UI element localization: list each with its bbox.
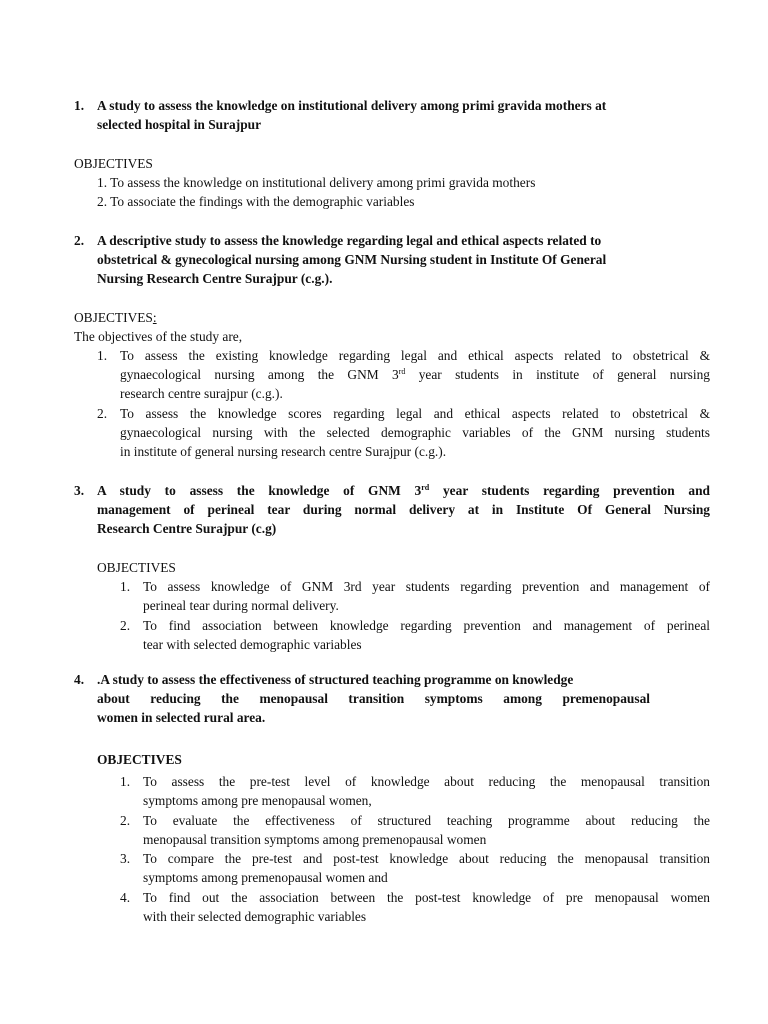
study-4-objective-3-line-1: To compare the pre-test and post-test knowledge about reducing the menopausal transition: [143, 851, 710, 866]
study-3-objectives-heading: OBJECTIVES: [97, 560, 176, 575]
study-2-title-line-2: obstetrical & gynecological nursing among GNM Nursing student in Institute Of General: [97, 252, 607, 267]
study-4-objective-2-number: 2.: [120, 813, 131, 828]
study-3-number: 3.: [74, 483, 85, 498]
study-1-title-line-1: A study to assess the knowledge on institutional delivery among primi gravida mothers at: [97, 98, 607, 113]
study-1-title-line-2: selected hospital in Surajpur: [97, 117, 262, 132]
study-2-objective-1-line-3: research centre surajpur (c.g.).: [120, 386, 283, 401]
study-4-objectives-heading: OBJECTIVES: [97, 752, 182, 767]
study-4-title-line-1: .A study to assess the effectiveness of structured teaching programme on knowledge: [97, 672, 574, 687]
study-2-intro: The objectives of the study are,: [74, 329, 243, 344]
study-2-objectives-heading: OBJECTIVES:: [74, 310, 157, 325]
study-3-objective-2-line-2: tear with selected demographic variables: [143, 637, 362, 652]
study-3-objective-2-line-1: To find association between knowledge regarding prevention and management of perineal: [143, 618, 710, 633]
study-4-objective-3-number: 3.: [120, 851, 131, 866]
study-2-objective-1-line-1: To assess the existing knowledge regarding legal and ethical aspects related to obstetrical &: [120, 348, 710, 363]
study-2-title-line-1: A descriptive study to assess the knowledge regarding legal and ethical aspects related to: [97, 233, 602, 248]
study-2-number: 2.: [74, 233, 85, 248]
study-4-objective-4-line-2: with their selected demographic variables: [143, 909, 367, 924]
study-1-number: 1.: [74, 98, 85, 113]
study-3-objective-1-number: 1.: [120, 579, 131, 594]
study-1-objective-1: 1. To assess the knowledge on institutional delivery among primi gravida mothers: [97, 175, 536, 190]
study-4-objective-1-line-2: symptoms among pre menopausal women,: [143, 793, 372, 808]
study-4-objective-3-line-2: symptoms among premenopausal women and: [143, 870, 388, 885]
study-2-objective-2-line-1: To assess the knowledge scores regarding legal and ethical aspects related to obstetrical &: [120, 406, 710, 421]
study-3-objective-2-number: 2.: [120, 618, 131, 633]
study-3-title-line-3: Research Centre Surajpur (c.g): [97, 521, 277, 536]
study-2-objective-1-number: 1.: [97, 348, 108, 363]
study-3-title-line-2: management of perineal tear during normal delivery at in Institute Of General Nursing: [97, 502, 710, 517]
study-2-objective-2-line-2: gynaecological nursing with the selected demographic variables of the GNM nursing students: [120, 425, 710, 440]
study-4-objective-2-line-2: menopausal transition symptoms among premenopausal women: [143, 832, 487, 847]
study-1-objectives-heading: OBJECTIVES: [74, 156, 153, 171]
study-2-title-line-3: Nursing Research Centre Surajpur (c.g.).: [97, 271, 333, 286]
study-2-objective-1-line-2: gynaecological nursing among the GNM 3rd year students in institute of general nursing: [120, 367, 710, 382]
study-4-objective-4-number: 4.: [120, 890, 131, 905]
study-2-objective-2-line-3: in institute of general nursing research centre Surajpur (c.g.).: [120, 444, 447, 459]
study-4-number: 4.: [74, 672, 85, 687]
study-3-title-line-1: A study to assess the knowledge of GNM 3rd year students regarding prevention and: [97, 483, 711, 498]
study-2-objective-2-number: 2.: [97, 406, 108, 421]
study-4-objective-1-number: 1.: [120, 774, 131, 789]
study-1-objective-2: 2. To associate the findings with the demographic variables: [97, 194, 415, 209]
study-4-title-line-2: about reducing the menopausal transition symptoms among premenopausal: [97, 691, 650, 706]
study-4-objective-4-line-1: To find out the association between the post-test knowledge of pre menopausal women: [143, 890, 710, 905]
study-3-objective-1-line-2: perineal tear during normal delivery.: [143, 598, 339, 613]
study-4-objective-1-line-1: To assess the pre-test level of knowledge about reducing the menopausal transition: [143, 774, 710, 789]
study-4-title-line-3: women in selected rural area.: [97, 710, 266, 725]
study-3-objective-1-line-1: To assess knowledge of GNM 3rd year students regarding prevention and management of: [143, 579, 710, 594]
study-4-objective-2-line-1: To evaluate the effectiveness of structured teaching programme about reducing the: [143, 813, 710, 828]
